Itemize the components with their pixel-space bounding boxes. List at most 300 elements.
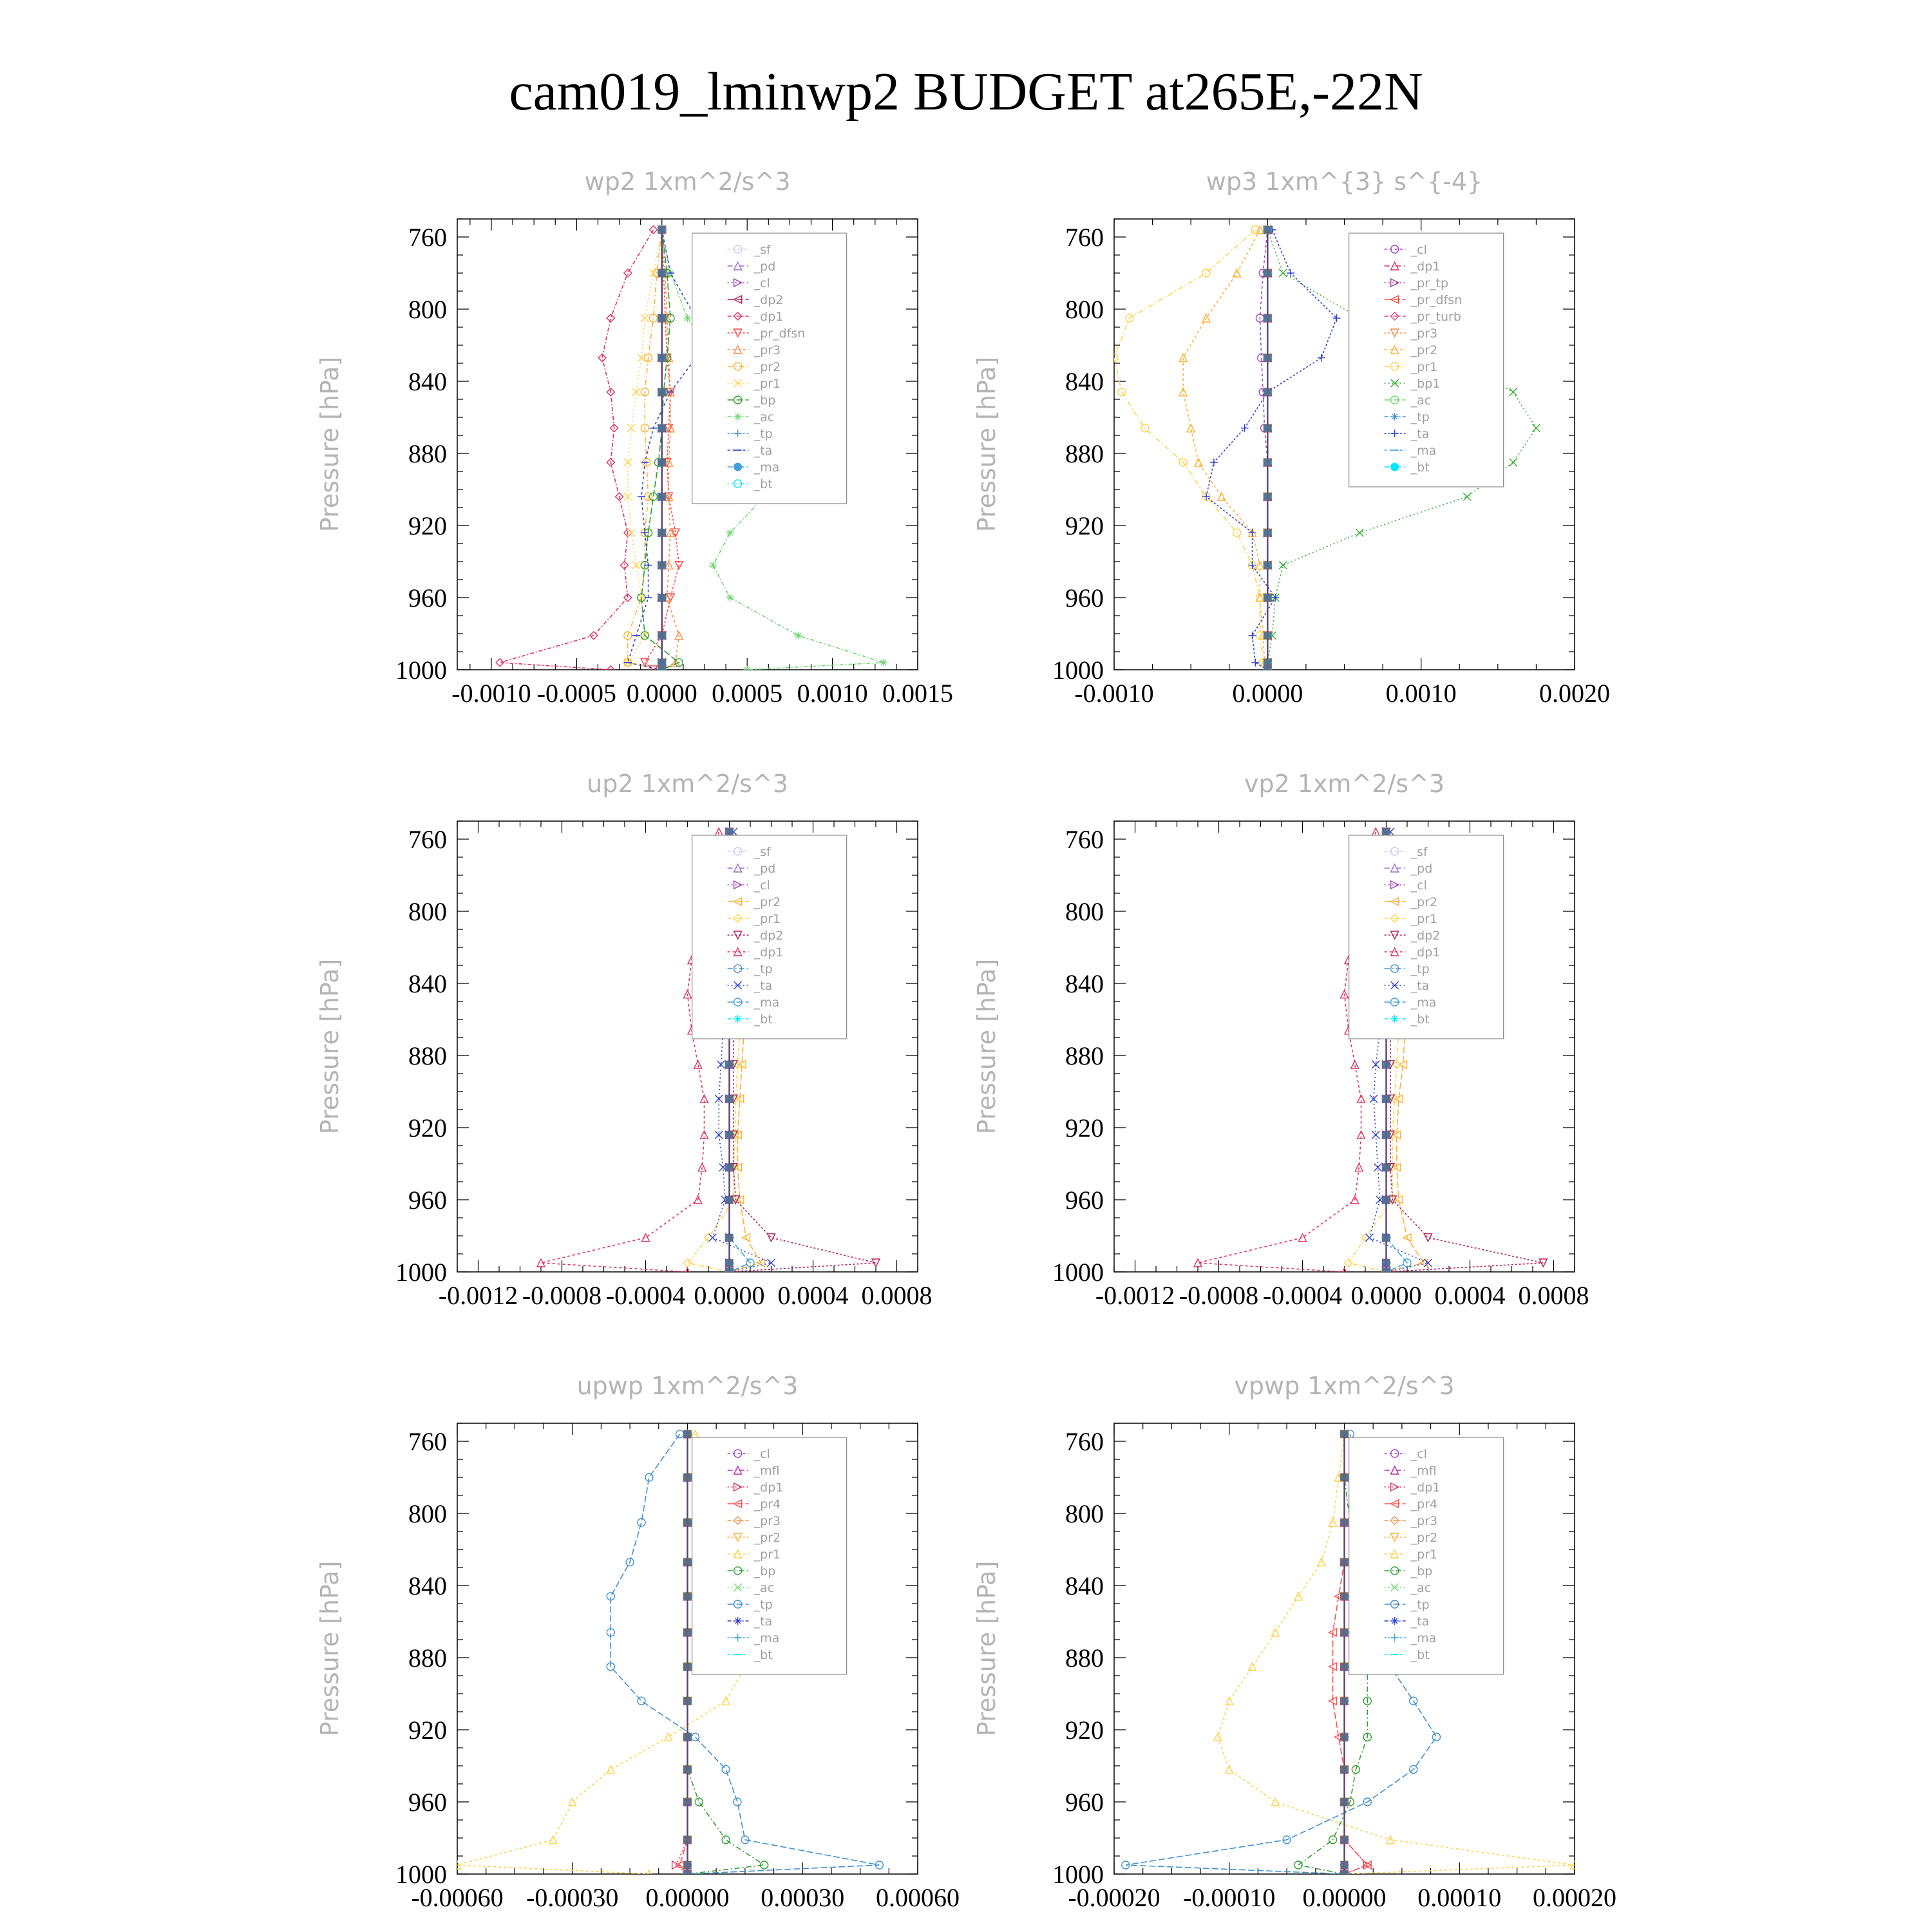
data-point: [1264, 226, 1271, 234]
data-point: [1226, 1697, 1233, 1705]
legend-label: _pr4: [1410, 1497, 1438, 1511]
data-point: [1264, 354, 1271, 362]
data-point: [1341, 1558, 1349, 1566]
y-tick-label: 960: [1065, 583, 1104, 612]
x-tick-label: 0.00010: [1417, 1883, 1502, 1912]
x-tick-label: -0.0004: [1262, 1281, 1343, 1310]
data-point: [684, 1473, 692, 1481]
legend-label: _ac: [1410, 393, 1432, 408]
data-point: [1271, 1798, 1279, 1806]
data-point: [1256, 226, 1264, 234]
y-tick-label: 800: [1065, 897, 1104, 926]
data-point: [1195, 459, 1202, 466]
x-tick-label: 0.0000: [626, 679, 697, 708]
y-tick-label: 1000: [1052, 1860, 1104, 1889]
legend-label: _dp1: [753, 1481, 784, 1495]
y-tick-label: 920: [408, 1716, 447, 1745]
data-point: [1264, 594, 1271, 601]
x-tick-label: -0.0010: [1074, 679, 1154, 708]
data-point: [1318, 354, 1325, 362]
data-point: [1356, 529, 1363, 536]
data-point: [1264, 666, 1271, 674]
legend-label: _ta: [753, 444, 773, 458]
y-tick-label: 1000: [1052, 1258, 1104, 1287]
data-point: [658, 388, 666, 396]
data-point: [795, 632, 802, 639]
legend-label: _mfl: [1410, 1464, 1437, 1478]
legend-label: _sf: [1410, 845, 1428, 859]
data-point: [1264, 493, 1271, 500]
data-point: [726, 828, 734, 836]
x-tick-label: -0.0012: [438, 1281, 518, 1310]
figure-title: cam019_lminwp2 BUDGET at265E,-22N: [509, 62, 1423, 122]
data-point: [658, 424, 666, 432]
data-point: [1264, 314, 1271, 322]
y-tick-label: 960: [1065, 1186, 1104, 1215]
y-axis-label: Pressure [hPa]: [972, 356, 1001, 533]
data-point: [1425, 1234, 1432, 1242]
data-point: [1383, 1196, 1390, 1204]
y-tick-label: 1000: [395, 656, 447, 685]
y-tick-label: 800: [1065, 295, 1104, 324]
data-point: [684, 1861, 692, 1869]
legend-label: _pr2: [753, 360, 781, 374]
series-line-ta: [1206, 230, 1337, 670]
legend-label: _pr2: [1410, 343, 1438, 357]
legend-marker: [734, 463, 742, 471]
series-line-pr4: [680, 1434, 688, 1874]
data-point: [658, 354, 666, 362]
y-tick-label: 840: [1065, 969, 1104, 998]
legend-label: _cl: [753, 878, 770, 893]
y-tick-label: 840: [408, 1571, 447, 1600]
data-point: [691, 1733, 699, 1741]
legend-label: _dp2: [753, 293, 784, 307]
x-tick-label: 0.00000: [1302, 1883, 1387, 1912]
y-tick-label: 760: [408, 825, 447, 854]
legend-label: _pr2: [753, 1531, 781, 1545]
y-tick-label: 1000: [1052, 656, 1104, 685]
x-tick-label: -0.0008: [1179, 1281, 1259, 1310]
series-line-bp: [641, 230, 679, 670]
data-point: [1264, 269, 1271, 277]
data-point: [1233, 269, 1241, 277]
data-point: [684, 1593, 692, 1600]
legend-label: _dp1: [1410, 945, 1441, 960]
legend-marker: [1391, 413, 1399, 421]
data-point: [1341, 1593, 1349, 1600]
legend-label: _sf: [753, 845, 771, 859]
data-point: [642, 1234, 650, 1242]
y-tick-label: 1000: [395, 1860, 447, 1889]
legend-label: _ac: [753, 410, 775, 424]
legend-label: _dp2: [1410, 929, 1441, 943]
data-point: [1264, 529, 1271, 536]
legend-label: _pr_dfsn: [1410, 293, 1463, 307]
panel-title: up2 1xm^2/s^3: [587, 770, 788, 798]
data-point: [1294, 1861, 1302, 1869]
legend-label: _bp: [1410, 1564, 1433, 1578]
x-tick-label: -0.0012: [1095, 1281, 1175, 1310]
x-tick-label: 0.00000: [645, 1883, 730, 1912]
data-point: [1383, 1259, 1390, 1267]
data-point: [1341, 1697, 1349, 1705]
data-point: [658, 459, 666, 466]
data-point: [1264, 562, 1271, 569]
y-tick-label: 920: [1065, 1113, 1104, 1142]
legend-label: _mfl: [753, 1464, 780, 1478]
legend-label: _ta: [753, 979, 773, 993]
data-point: [1463, 493, 1471, 500]
legend-label: _bp: [753, 393, 776, 408]
data-point: [1341, 1766, 1349, 1774]
legend-label: _tp: [1410, 962, 1430, 976]
data-point: [1264, 659, 1271, 667]
data-point: [1264, 459, 1271, 466]
data-point: [638, 1697, 645, 1705]
data-point: [658, 659, 666, 667]
y-tick-label: 880: [1065, 1643, 1104, 1672]
data-point: [768, 1259, 775, 1267]
legend-label: _bt: [753, 1648, 773, 1662]
legend-label: _tp: [753, 1598, 773, 1612]
x-tick-label: -0.00020: [1068, 1883, 1160, 1912]
legend-label: _ta: [1410, 427, 1430, 441]
legend-label: _pr1: [753, 377, 781, 391]
data-point: [1532, 424, 1540, 432]
series-line-pr1: [1114, 230, 1267, 670]
legend-label: _pr1: [1410, 360, 1438, 374]
x-tick-label: 0.0000: [1232, 679, 1303, 708]
legend-label: _dp1: [753, 310, 784, 324]
data-point: [1510, 388, 1517, 396]
data-point: [1341, 1519, 1349, 1526]
legend-label: _bt: [753, 477, 773, 491]
data-point: [1249, 1663, 1256, 1671]
data-point: [1383, 1061, 1390, 1068]
data-point: [1299, 1234, 1307, 1242]
x-tick-label: -0.0008: [522, 1281, 602, 1310]
y-tick-label: 760: [1065, 825, 1104, 854]
data-point: [641, 314, 649, 322]
data-point: [722, 1697, 730, 1705]
plot-frame: [1114, 821, 1575, 1272]
data-point: [717, 1061, 725, 1068]
legend-label: _bt: [753, 1012, 773, 1027]
data-point: [768, 1234, 775, 1242]
y-tick-label: 960: [408, 1186, 447, 1215]
y-tick-label: 880: [408, 1041, 447, 1070]
legend-label: _pd: [1410, 862, 1433, 876]
y-tick-label: 960: [1065, 1788, 1104, 1817]
y-tick-label: 960: [408, 1788, 447, 1817]
data-point: [1383, 1095, 1390, 1103]
data-point: [684, 1697, 692, 1705]
legend-label: _tp: [1410, 1598, 1430, 1612]
data-point: [650, 269, 658, 277]
data-point: [709, 562, 717, 569]
legend-label: _sf: [753, 243, 771, 257]
legend-marker: [734, 1617, 742, 1625]
legend-label: _pr2: [1410, 895, 1438, 909]
chart-panels: [316, 167, 1616, 1912]
data-point: [684, 1663, 692, 1671]
legend-marker: [1391, 1015, 1399, 1023]
legend-label: _ta: [753, 1615, 773, 1629]
data-point: [1279, 269, 1287, 277]
y-tick-label: 840: [1065, 1571, 1104, 1600]
y-axis-label: Pressure [hPa]: [316, 356, 344, 533]
legend-label: _ma: [753, 460, 780, 475]
y-tick-label: 800: [408, 295, 447, 324]
y-tick-label: 880: [1065, 1041, 1104, 1070]
data-point: [1226, 1766, 1233, 1774]
x-tick-label: 0.00060: [876, 1883, 960, 1912]
x-tick-label: 0.0015: [882, 679, 953, 708]
legend-label: _dp2: [753, 929, 784, 943]
panel-title: upwp 1xm^2/s^3: [576, 1372, 799, 1400]
data-point: [1233, 529, 1241, 536]
data-point: [1383, 1164, 1390, 1171]
legend-label: _cl: [753, 1447, 770, 1461]
legend-label: _ac: [753, 1581, 775, 1595]
data-point: [880, 659, 887, 667]
x-tick-label: 0.00030: [761, 1883, 845, 1912]
series-line-dp1: [500, 230, 653, 670]
data-point: [726, 1061, 734, 1068]
data-point: [650, 226, 658, 234]
data-point: [658, 226, 666, 234]
chart-panel: [972, 770, 1589, 1310]
legend-label: _bp: [753, 1564, 776, 1578]
y-tick-label: 800: [408, 897, 447, 926]
y-tick-label: 920: [408, 511, 447, 540]
legend-label: _pr1: [753, 912, 781, 926]
y-tick-label: 920: [408, 1113, 447, 1142]
series-line-pr2: [628, 230, 662, 670]
x-tick-label: 0.0004: [1434, 1281, 1506, 1310]
y-tick-label: 1000: [395, 1258, 447, 1287]
data-point: [1279, 562, 1287, 569]
data-point: [658, 562, 666, 569]
y-tick-label: 760: [1065, 1427, 1104, 1456]
legend-label: _tp: [753, 962, 773, 976]
data-point: [607, 314, 614, 322]
y-axis-label: Pressure [hPa]: [972, 1560, 1001, 1737]
chart-panel: [316, 167, 953, 708]
data-point: [684, 1870, 692, 1878]
data-point: [1341, 1798, 1349, 1806]
data-point: [1510, 459, 1517, 466]
legend-label: _ma: [1410, 996, 1437, 1010]
data-point: [1341, 1733, 1349, 1741]
data-point: [684, 1836, 692, 1844]
legend-label: _tp: [753, 427, 773, 441]
data-point: [1372, 1131, 1379, 1139]
legend-label: _bt: [1410, 1648, 1430, 1662]
y-axis-label: Pressure [hPa]: [316, 1560, 344, 1737]
legend-label: _dp1: [1410, 260, 1441, 274]
legend-label: _cl: [1410, 878, 1427, 893]
data-point: [726, 1095, 734, 1103]
data-point: [1341, 1870, 1349, 1878]
data-point: [1341, 1836, 1349, 1844]
data-point: [726, 1164, 734, 1171]
data-point: [726, 529, 734, 536]
legend-label: _pd: [753, 260, 776, 274]
data-point: [627, 529, 635, 536]
data-point: [709, 1234, 717, 1242]
data-point: [684, 1430, 692, 1438]
chart-panel: [316, 770, 933, 1310]
data-point: [1383, 1268, 1390, 1276]
y-tick-label: 800: [1065, 1499, 1104, 1528]
data-point: [1333, 314, 1341, 322]
panel-title: vp2 1xm^2/s^3: [1244, 770, 1445, 798]
x-tick-label: -0.0010: [451, 679, 531, 708]
legend-label: _pr3: [753, 1514, 781, 1528]
y-tick-label: 840: [408, 969, 447, 998]
y-tick-label: 960: [408, 583, 447, 612]
x-tick-label: -0.0004: [605, 1281, 686, 1310]
data-point: [684, 1558, 692, 1566]
legend-label: _bt: [1410, 460, 1430, 475]
y-tick-label: 920: [1065, 511, 1104, 540]
x-tick-label: -0.00030: [526, 1883, 619, 1912]
y-tick-label: 760: [1065, 223, 1104, 252]
data-point: [1271, 1629, 1279, 1636]
x-tick-label: -0.00010: [1183, 1883, 1276, 1912]
legend-label: _pr2: [753, 895, 781, 909]
data-point: [684, 314, 692, 322]
chart-panel: [972, 167, 1610, 708]
data-point: [743, 666, 751, 674]
legend-label: _pd: [753, 862, 776, 876]
data-point: [1264, 388, 1271, 396]
data-point: [1345, 1259, 1352, 1267]
legend-label: _pr3: [1410, 327, 1438, 341]
data-point: [1366, 1234, 1374, 1242]
data-point: [1341, 1663, 1349, 1671]
plot-frame: [1114, 219, 1575, 670]
x-tick-label: -0.0005: [536, 679, 617, 708]
legend-label: _pr1: [1410, 1548, 1438, 1562]
legend-marker: [1391, 463, 1399, 471]
legend-label: _bt: [1410, 1012, 1430, 1027]
legend-label: _ma: [1410, 444, 1437, 458]
legend-label: _ma: [1410, 1631, 1437, 1645]
legend-label: _ac: [1410, 1581, 1432, 1595]
data-point: [1341, 1861, 1349, 1869]
legend-label: _ta: [1410, 979, 1430, 993]
data-point: [726, 1259, 734, 1267]
legend-label: _pr_dfsn: [753, 327, 806, 341]
data-point: [684, 1733, 692, 1741]
data-point: [1249, 632, 1256, 639]
data-point: [1341, 1473, 1349, 1481]
plot-frame: [457, 219, 918, 670]
legend-label: _pr1: [753, 1548, 781, 1562]
series-line-pr1: [628, 230, 662, 670]
data-point: [1202, 269, 1210, 277]
data-point: [726, 1234, 734, 1242]
data-point: [1179, 354, 1187, 362]
legend-label: _pr_turb: [1410, 310, 1461, 324]
series-line-dp1: [676, 1434, 688, 1874]
data-point: [658, 529, 666, 536]
data-point: [684, 1798, 692, 1806]
legend-label: _pr_tp: [1410, 276, 1449, 290]
data-point: [684, 1519, 692, 1526]
y-tick-label: 880: [1065, 439, 1104, 468]
x-tick-label: 0.0008: [861, 1281, 933, 1310]
legend-label: _cl: [1410, 1447, 1427, 1461]
data-point: [658, 666, 666, 674]
data-point: [1433, 1733, 1441, 1741]
data-point: [658, 594, 666, 601]
x-tick-label: 0.0004: [777, 1281, 849, 1310]
y-tick-label: 800: [408, 1499, 447, 1528]
series-line-pr2: [1183, 230, 1267, 670]
data-point: [1251, 659, 1259, 667]
x-tick-label: 0.0000: [1350, 1281, 1422, 1310]
y-axis-label: Pressure [hPa]: [316, 958, 344, 1135]
x-tick-label: -0.00060: [411, 1883, 504, 1912]
data-point: [684, 1766, 692, 1774]
x-tick-label: 0.0010: [1385, 679, 1457, 708]
x-tick-label: 0.0000: [694, 1281, 765, 1310]
legend-label: _dp1: [1410, 1481, 1441, 1495]
chart-panel: [316, 1372, 960, 1912]
data-point: [665, 1733, 672, 1741]
data-point: [726, 1268, 734, 1276]
legend-label: _cl: [1410, 243, 1427, 257]
x-tick-label: 0.00020: [1533, 1883, 1616, 1912]
data-point: [1383, 1234, 1390, 1242]
data-point: [1341, 1629, 1349, 1636]
x-tick-label: 0.0020: [1539, 679, 1610, 708]
legend-label: _pr2: [1410, 1531, 1438, 1545]
data-point: [624, 269, 632, 277]
data-point: [632, 562, 640, 569]
y-axis-label: Pressure [hPa]: [972, 958, 1001, 1135]
data-point: [695, 1798, 703, 1806]
legend-label: _ma: [753, 996, 780, 1010]
data-point: [549, 1836, 557, 1844]
legend-label: _tp: [1410, 410, 1430, 424]
legend-marker: [1391, 1617, 1399, 1625]
y-tick-label: 760: [408, 223, 447, 252]
legend-marker: [734, 1015, 742, 1023]
plot-frame: [457, 821, 918, 1272]
y-tick-label: 880: [408, 439, 447, 468]
y-tick-label: 920: [1065, 1716, 1104, 1745]
data-point: [1383, 828, 1390, 836]
legend-marker: [734, 413, 742, 421]
panel-title: wp2 1xm^2/s^3: [584, 167, 791, 196]
data-point: [1341, 1430, 1349, 1438]
legend-label: _pr3: [1410, 1514, 1438, 1528]
legend-label: _ta: [1410, 1615, 1430, 1629]
x-tick-label: 0.0005: [712, 679, 783, 708]
legend-label: _dp1: [753, 945, 784, 960]
series-line-cl: [1260, 230, 1267, 670]
legend-label: _bp1: [1410, 377, 1441, 391]
legend-label: _cl: [753, 276, 770, 290]
data-point: [726, 594, 734, 601]
data-point: [1264, 632, 1271, 639]
legend-label: _ma: [753, 1631, 780, 1645]
